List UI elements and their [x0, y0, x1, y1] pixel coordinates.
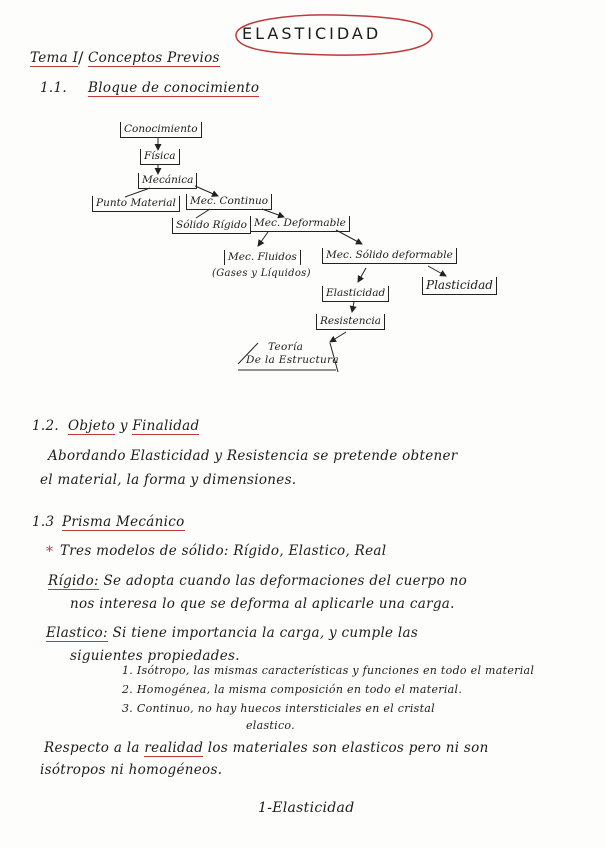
elastico-line-2: siguientes propiedades.	[70, 648, 240, 664]
section-1-2-title: Objeto y Finalidad	[68, 418, 200, 434]
tema-name: Conceptos Previos	[88, 50, 220, 66]
page-footer: 1-Elasticidad	[258, 800, 355, 816]
node-teoria: Teoría	[268, 341, 304, 353]
node-fisica: Física	[140, 149, 180, 165]
property-3-cont: elastico.	[246, 719, 295, 732]
node-mec-continuo: Mec. Continuo	[186, 194, 272, 210]
rigido-line-1: Rígido: Se adopta cuando las deformaciones del cuerpo no	[48, 573, 468, 589]
node-punto-material: Punto Material	[92, 196, 180, 212]
models-line: Tres modelos de sólido: Rígido, Elastico, Real	[60, 543, 387, 559]
tema-divider: /	[78, 48, 84, 67]
node-conocimiento: Conocimiento	[120, 122, 202, 138]
models-bullet: *	[46, 544, 53, 560]
section-1-3-number: 1.3	[32, 514, 55, 530]
page-title: ELASTICIDAD	[242, 24, 382, 43]
section-1-1-title: Bloque de conocimiento	[88, 80, 260, 96]
node-mec-deformable: Mec. Deformable	[250, 216, 350, 232]
section-1-3-title: Prisma Mecánico	[62, 514, 185, 530]
property-2: 2. Homogénea, la misma composición en todo el material.	[122, 683, 463, 696]
objeto-line-1: Abordando Elasticidad y Resistencia se pretende obtener	[48, 448, 458, 464]
section-1-1-number: 1.1.	[40, 80, 67, 96]
node-de-la-estructura: De la Estructura	[246, 354, 339, 366]
node-mec-fluidos: Mec. Fluidos	[224, 250, 301, 265]
tema-label	[30, 50, 78, 66]
node-gases-liquidos: (Gases y Líquidos)	[212, 268, 311, 279]
section-1-2-number: 1.2.	[32, 418, 59, 434]
node-mec-solido-deformable: Mec. Sólido deformable	[322, 248, 457, 264]
property-3: 3. Continuo, no hay huecos intersticiales en el cristal	[122, 702, 435, 715]
elastico-line-1: Elastico: Si tiene importancia la carga, y cumple las	[46, 625, 419, 641]
tema-number: Tema I	[30, 50, 79, 66]
rigido-line-2: nos interesa lo que se deforma al aplicarle una carga.	[70, 596, 455, 612]
node-plasticidad: Plasticidad	[422, 277, 497, 295]
realidad-line-1: Respecto a la realidad los materiales son elasticos pero ni son	[44, 740, 489, 756]
node-resistencia: Resistencia	[316, 314, 385, 330]
realidad-line-2: isótropos ni homogéneos.	[40, 762, 223, 778]
node-solido-rigido: Sólido Rígido	[172, 218, 251, 234]
property-1: 1. Isótropo, las mismas características y funciones en todo el material	[122, 664, 535, 677]
node-elasticidad: Elasticidad	[322, 286, 389, 302]
node-mecanica: Mecánica	[138, 173, 197, 189]
objeto-line-2: el material, la forma y dimensiones.	[40, 472, 297, 488]
